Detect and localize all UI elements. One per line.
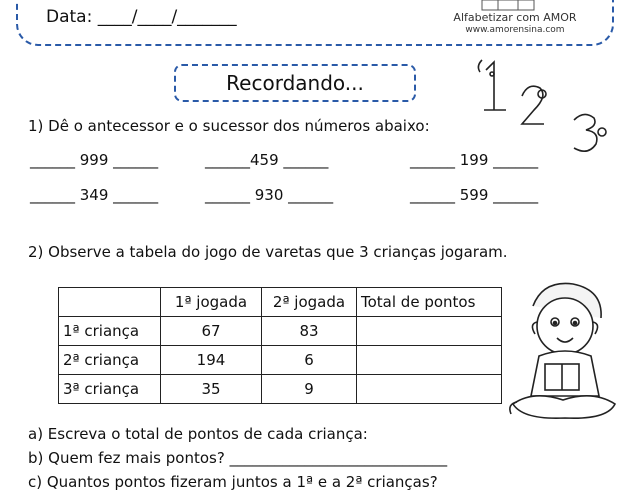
child-reading-illustration xyxy=(503,276,623,426)
question-2b: b) Quem fez mais pontos? _____________________________ xyxy=(28,449,448,467)
table-row xyxy=(59,375,502,404)
table-cell xyxy=(357,375,502,404)
brand-url: www.amorensina.com xyxy=(465,25,565,35)
table-cell: 194 xyxy=(161,346,262,375)
q1-item: ______ 999 ______ xyxy=(30,151,159,169)
question-1-prompt: 1) Dê o antecessor e o sucessor dos números abaixo: xyxy=(28,117,430,135)
q1-item: ______ 599 ______ xyxy=(410,186,539,204)
score-table xyxy=(58,287,502,404)
table-cell: 35 xyxy=(161,375,262,404)
table-cell: 3ª criança xyxy=(59,375,161,404)
table-cell xyxy=(357,317,502,346)
table-cell: 2ª criança xyxy=(59,346,161,375)
table-cell: 9 xyxy=(262,375,357,404)
table-header-row xyxy=(59,288,502,317)
q1-item: ______459 ______ xyxy=(205,151,329,169)
table-cell: 67 xyxy=(161,317,262,346)
table-header-cell: 1ª jogada xyxy=(161,288,262,317)
question-2c: c) Quantos pontos fizeram juntos a 1ª e a 2ª crianças? xyxy=(28,473,438,491)
date-label: Data: ____/____/_______ xyxy=(46,7,237,27)
table-cell: 1ª criança xyxy=(59,317,161,346)
q1-item: ______ 199 ______ xyxy=(410,151,539,169)
table-cell: 6 xyxy=(262,346,357,375)
table-header-cell: Total de pontos xyxy=(357,288,502,317)
question-2-prompt: 2) Observe a tabela do jogo de varetas que 3 crianças jogaram. xyxy=(28,243,508,261)
brand xyxy=(440,11,590,35)
question-2a: a) Escreva o total de pontos de cada criança: xyxy=(28,425,368,443)
brand-name: Alfabetizar com AMOR xyxy=(453,11,577,24)
table-cell: 83 xyxy=(262,317,357,346)
q1-item: ______ 349 ______ xyxy=(30,186,159,204)
q1-item: ______ 930 ______ xyxy=(205,186,334,204)
table-cell xyxy=(357,346,502,375)
table-header-cell xyxy=(59,288,161,317)
table-header-cell: 2ª jogada xyxy=(262,288,357,317)
table-row xyxy=(59,346,502,375)
section-title: Recordando... xyxy=(174,64,416,102)
table-row xyxy=(59,317,502,346)
